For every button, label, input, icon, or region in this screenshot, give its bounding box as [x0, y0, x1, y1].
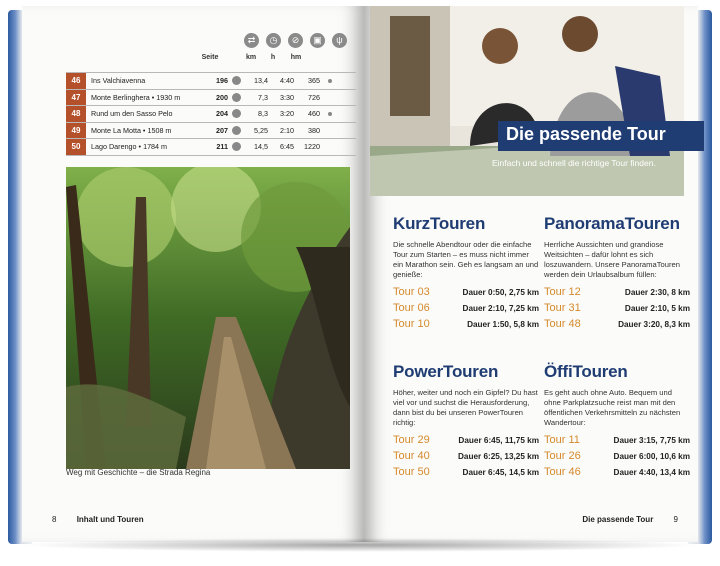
tour-km: 8,3 — [258, 109, 268, 118]
tour-name: Rund um den Sasso Pelo — [91, 109, 173, 118]
tour-label: Tour 40 — [393, 450, 430, 462]
section-panoramatouren — [544, 214, 690, 334]
tour-number: 47 — [66, 90, 86, 106]
section-title: PanoramaTouren — [544, 214, 680, 233]
table-row[interactable] — [66, 90, 356, 107]
tour-number: 50 — [66, 139, 86, 155]
tour-km: 7,3 — [258, 92, 268, 102]
tour-item[interactable] — [544, 434, 690, 450]
tour-label: Tour 29 — [393, 434, 430, 446]
tour-label: Tour 03 — [393, 286, 430, 298]
route-icon — [232, 142, 241, 151]
tour-elevation: 365 — [308, 76, 320, 85]
tour-label: Tour 10 — [393, 318, 430, 330]
feature-dot-icon — [328, 79, 332, 83]
tour-item[interactable] — [544, 466, 690, 482]
tour-km: 14,5 — [254, 142, 268, 151]
section-text: Die schnelle Abendtour oder die einfache Tour zum Starten – es muss nicht immer ein Marathon sein. Geh es langsam an und genieße: — [393, 240, 539, 279]
tour-details: Dauer 2:10, 7,25 km — [462, 304, 539, 313]
tour-label: Tour 50 — [393, 466, 430, 478]
section-text: Höher, weiter und noch ein Gipfel? Du hast viel vor und suchst die Herausforderung, dann bist du bei unseren PowerTouren richtig: — [393, 388, 538, 427]
tour-table — [66, 72, 356, 156]
tour-label: Tour 48 — [544, 318, 581, 330]
tour-details: Dauer 1:50, 5,8 km — [467, 320, 539, 329]
tour-label: Tour 12 — [544, 286, 581, 298]
tour-details: Dauer 6:25, 13,25 km — [457, 452, 539, 461]
tour-item[interactable] — [393, 466, 539, 482]
col-header-km: km — [245, 54, 257, 61]
tour-page: 204 — [216, 109, 228, 118]
tour-name: Lago Darengo • 1784 m — [91, 142, 168, 151]
table-row[interactable] — [66, 106, 356, 123]
clock-icon: ◷ — [266, 33, 281, 48]
section-kurztouren — [393, 214, 539, 334]
page-subtitle: Einfach und schnell die richtige Tour finden. — [492, 158, 656, 168]
left-footer-title: Inhalt und Touren — [76, 515, 144, 524]
route-icon — [232, 93, 241, 102]
section-text: Herrliche Aussichten und grandiose Weitsichten – dafür lohnt es sich loszuwandern. Unsere PanoramaTouren werden dein Urlaubsalbum füllen: — [544, 240, 680, 279]
tour-details: Dauer 6:45, 11,75 km — [458, 436, 539, 445]
left-page-number: 8 — [52, 515, 57, 524]
tour-elevation: 1220 — [304, 142, 320, 151]
tour-item[interactable] — [544, 450, 690, 466]
section-title: KurzTouren — [393, 214, 486, 233]
feature-dot-icon — [328, 112, 332, 116]
tour-list — [393, 286, 539, 334]
right-footer — [582, 515, 678, 524]
tour-details: Dauer 0:50, 2,75 km — [462, 288, 539, 297]
route-icon — [232, 126, 241, 135]
tour-km: 13,4 — [254, 76, 268, 85]
tour-page: 211 — [216, 142, 228, 151]
tour-elevation: 380 — [308, 125, 320, 135]
page-title: Die passende Tour — [506, 124, 666, 144]
route-icon — [232, 109, 241, 118]
right-page-number: 9 — [673, 515, 678, 524]
route-icon — [232, 76, 241, 85]
forest-path-photo — [66, 167, 350, 469]
book-shadow — [20, 538, 700, 552]
tour-duration: 4:40 — [280, 76, 294, 85]
tour-number: 46 — [66, 73, 86, 89]
tour-item[interactable] — [544, 286, 690, 302]
section-title: ÖffiTouren — [544, 362, 628, 381]
col-header-hm: hm — [290, 54, 302, 61]
tour-km: 5,25 — [254, 125, 268, 135]
tour-label: Tour 06 — [393, 302, 430, 314]
tour-list — [544, 434, 690, 482]
tour-item[interactable] — [393, 434, 539, 450]
tour-details: Dauer 6:00, 10,6 km — [613, 452, 690, 461]
tour-list — [544, 286, 690, 334]
tour-details: Dauer 6:45, 14,5 km — [462, 468, 539, 477]
table-row[interactable] — [66, 72, 356, 90]
tour-details: Dauer 4:40, 13,4 km — [613, 468, 690, 477]
tour-label: Tour 11 — [544, 434, 580, 446]
tour-details: Dauer 2:30, 8 km — [624, 288, 690, 297]
col-header-seite: Seite — [201, 54, 219, 61]
tour-page: 200 — [216, 92, 228, 102]
right-footer-title: Die passende Tour — [582, 515, 654, 524]
bus-icon: ▣ — [310, 33, 325, 48]
section-title: PowerTouren — [393, 362, 499, 381]
left-page — [22, 6, 364, 542]
tour-item[interactable] — [544, 318, 690, 334]
tour-elevation: 460 — [308, 109, 320, 118]
restaurant-icon: ψ — [332, 33, 347, 48]
section-oeffitouren — [544, 362, 690, 482]
road-icon: ⇄ — [244, 33, 259, 48]
tour-details: Dauer 2:10, 5 km — [624, 304, 690, 313]
section-text: Es geht auch ohne Auto. Bequem und ohne Parkplatzsuche reist man mit den öffentlichen Verkehrsmitteln zu nächsten Wandertour: — [544, 388, 681, 427]
tour-details: Dauer 3:20, 8,3 km — [618, 320, 690, 329]
tour-name: Monte Berlinghera • 1930 m — [91, 92, 181, 102]
section-powertouren — [393, 362, 539, 482]
tour-label: Tour 26 — [544, 450, 581, 462]
tour-label: Tour 31 — [544, 302, 581, 314]
compass-icon: ⊘ — [288, 33, 303, 48]
tour-label: Tour 46 — [544, 466, 581, 478]
photo-caption: Weg mit Geschichte – die Strada Regina — [66, 468, 211, 477]
tour-item[interactable] — [393, 302, 539, 318]
right-page — [364, 6, 698, 542]
tour-item[interactable] — [544, 302, 690, 318]
table-row[interactable] — [66, 139, 356, 156]
tour-item[interactable] — [393, 286, 539, 302]
open-book — [8, 6, 712, 550]
tour-name: Ins Valchiavenna — [91, 76, 146, 85]
tour-number: 49 — [66, 123, 86, 139]
tour-details: Dauer 3:15, 7,75 km — [613, 436, 690, 445]
tour-duration: 6:45 — [280, 142, 294, 151]
tour-duration: 2:10 — [280, 125, 294, 135]
tour-item[interactable] — [393, 450, 539, 466]
tour-elevation: 726 — [308, 92, 320, 102]
tour-page: 196 — [216, 76, 228, 85]
tour-list — [393, 434, 539, 482]
left-footer — [52, 515, 144, 524]
tour-number: 48 — [66, 106, 86, 122]
table-row[interactable] — [66, 123, 356, 140]
col-header-h: h — [270, 54, 276, 61]
tour-duration: 3:20 — [280, 109, 294, 118]
tour-name: Monte La Motta • 1508 m — [91, 125, 172, 135]
tour-page: 207 — [216, 125, 228, 135]
tour-duration: 3:30 — [280, 92, 294, 102]
tour-item[interactable] — [393, 318, 539, 334]
